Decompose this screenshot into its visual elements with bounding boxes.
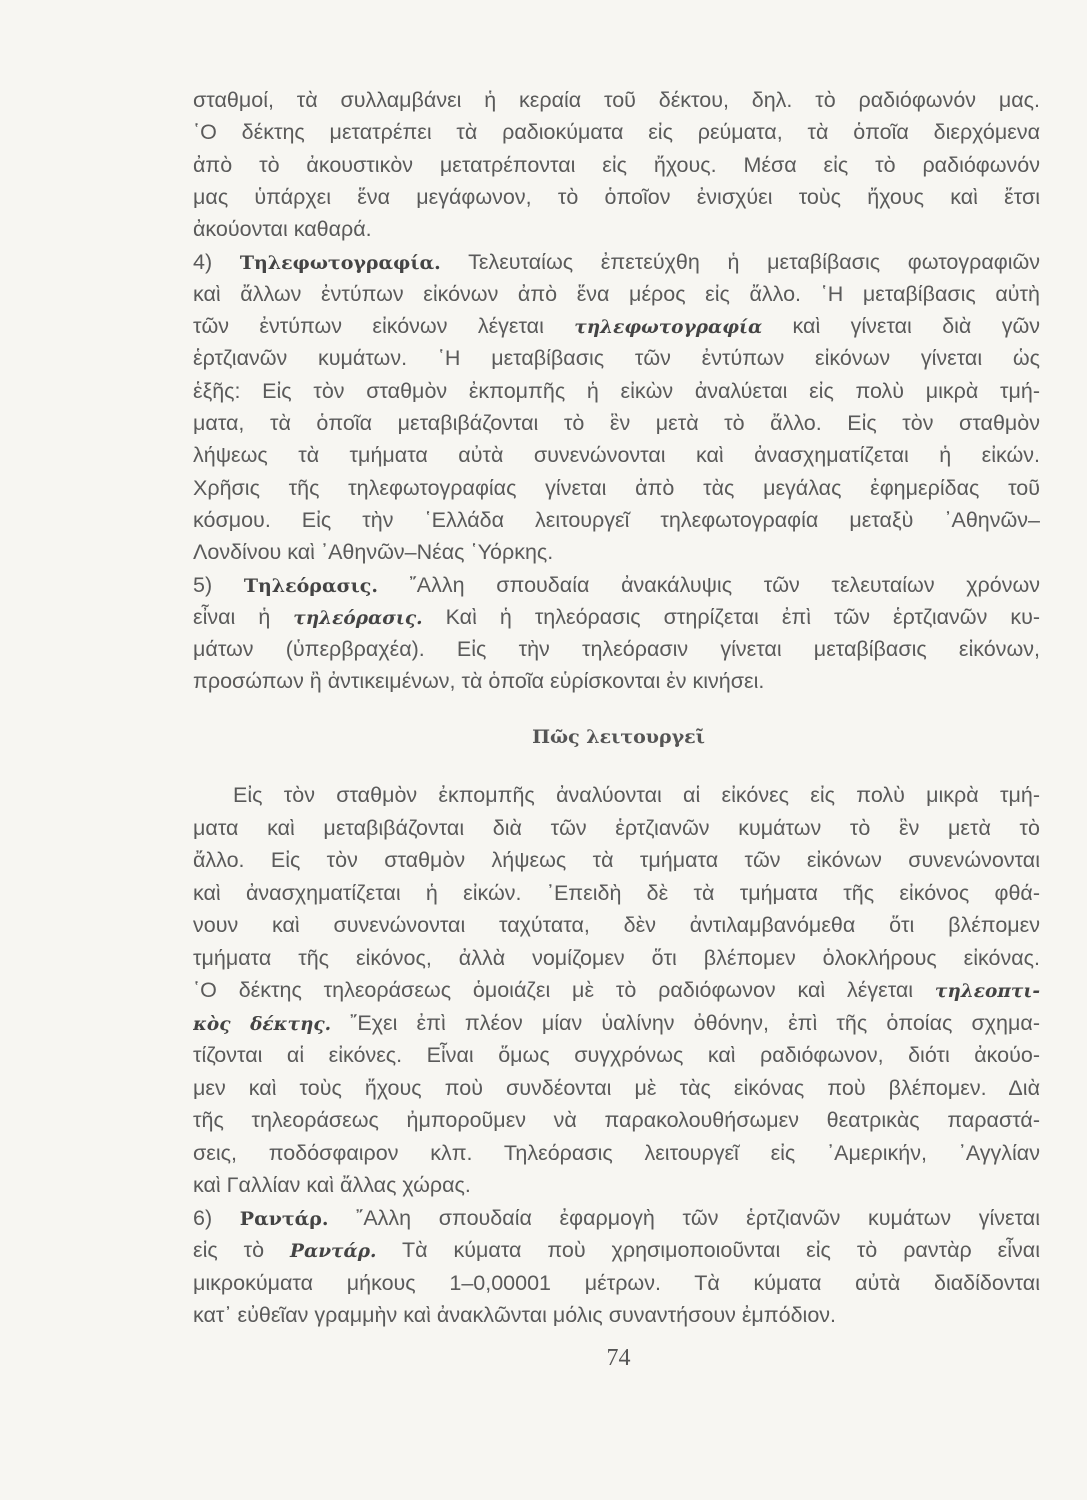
text-line [193,571,1040,599]
text-segment: σταθμοί, τὰ συλλαμβάνει ἡ κεραία τοῦ δέκτου, δηλ. τὸ ραδιόφωνόν μας. [193,88,1040,112]
text-segment: ματα, τὰ ὁποῖα μεταβιβάζονται τὸ ἓν μετὰ τὸ ἄλλο. Εἰς τὸν σταθμὸν [193,411,1040,435]
text-segment: Καὶ ἡ τηλεόρασις στηρίζεται ἐπὶ τῶν ἑρτζιανῶν κυ- [422,604,1040,629]
text-line [193,474,1040,502]
text-line [193,118,1040,146]
text-line [193,1106,1040,1134]
text-segment: καὶ ἄλλων ἐντύπων εἰκόνων ἀπὸ ἕνα μέρος εἰς ἄλλο. ῾Η μεταβίβασις αὐτὴ [193,281,1040,306]
text-segment: σεις, ποδόσφαιρον κλπ. Τηλεόρασις λειτουργεῖ εἰς ᾿Αμερικήν, ᾿Αγγλίαν [193,1140,1040,1165]
text-line [193,911,1040,939]
text-line [193,1204,1040,1232]
text-segment: νουν καὶ συνενώνονται ταχύτατα, δὲν ἀντιλαμβανόμεθα ὅτι βλέπομεν [193,913,1040,937]
text-segment: ἄλλο. Εἰς τὸν σταθμὸν λήψεως τὰ τμήματα τῶν εἰκόνων συνενώνονται [193,848,1040,872]
text-segment: λήψεως τὰ τμήματα αὐτὰ συνενώνονται καὶ ἀνασχηματίζεται ἡ εἰκών. [193,443,1040,468]
text-line [193,944,1040,972]
text-line [193,506,1040,534]
text-segment: καὶ Γαλλίαν καὶ ἄλλας χώρας. [193,1173,471,1197]
text-segment: ἑξῆς: Εἰς τὸν σταθμὸν ἐκπομπῆς ἡ εἰκὼν ἀναλύεται εἰς πολὺ μικρὰ τμή- [193,378,1040,403]
section-heading: Πῶς λειτουργεῖ [532,726,705,748]
emphasized-term: Ραντάρ. [239,1207,329,1230]
text-line [193,1236,1040,1264]
text-line [193,441,1040,469]
text-segment: μας ὑπάρχει ἕνα μεγάφωνον, τὸ ὁποῖον ἐνισχύει τοὺς ἤχους καὶ ἔτσι [193,184,1040,209]
emphasized-term: τηλεφωτογραφία [574,317,763,339]
text-segment: Χρῆσις τῆς τηλεφωτογραφίας γίνεται ἀπὸ τὰς μεγάλας ἐφημερίδας τοῦ [193,475,1040,500]
text-segment: ῾Ο δέκτης τηλεοράσεως ὁμοιάζει μὲ τὸ ραδιόφωνον καὶ λέγεται [193,978,935,1002]
text-segment: ἑρτζιανῶν κυμάτων. ῾Η μεταβίβασις τῶν ἐντύπων εἰκόνων γίνεται ὡς [193,346,1040,371]
text-segment: προσώπων ἢ ἀντικειμένων, τὰ ὁποῖα εὑρίσκονται ἐν κινήσει. [193,669,765,694]
emphasized-term: Τηλεφωτογραφία. [239,251,441,274]
text-segment: εἶναι ἡ [193,604,294,629]
text-segment: ῎Αλλη σπουδαία ἐφαρμογὴ τῶν ἑρτζιανῶν κυμάτων γίνεται [328,1205,1040,1230]
text-segment: τμήματα τῆς εἰκόνος, ἀλλὰ νομίζομεν ὅτι βλέπομεν ὁλοκλήρους εἰκόνας. [193,945,1040,970]
text-line [193,1009,1040,1037]
text-line [193,151,1040,179]
text-segment: μεν καὶ τοὺς ἤχους ποὺ συνδέονται μὲ τὰς εἰκόνας ποὺ βλέπομεν. Διὰ [193,1075,1040,1100]
text-line [193,814,1040,842]
text-segment: ῾Ο δέκτης μετατρέπει τὰ ραδιοκύματα εἰς ρεύματα, τὰ ὁποῖα διερχόμενα [193,120,1040,145]
emphasized-term: τηλεόρασις. [293,607,423,629]
text-segment: τῶν ἐντύπων εἰκόνων λέγεται [193,314,575,339]
text-line [193,1269,1040,1297]
text-line [193,603,1040,631]
text-segment: εἰς τὸ [193,1238,291,1262]
text-segment: καὶ γίνεται διὰ γῶν [762,314,1040,339]
text-line [193,183,1040,211]
text-line [193,538,1040,566]
text-line [193,1171,1040,1199]
page-number: 74 [606,1345,631,1371]
emphasized-term: κὸς δέκτης. [193,1013,332,1035]
text-segment: Λονδίνου καὶ ᾿Αθηνῶν–Νέας ῾Υόρκης. [193,540,554,565]
text-segment: μάτων (ὑπερβραχέα). Εἰς τὴν τηλεόρασιν γίνεται μεταβίβασις εἰκόνων, [193,637,1040,662]
text-line [193,377,1040,405]
text-segment: κόσμου. Εἰς τὴν ῾Ελλάδα λειτουργεῖ τηλεφωτογραφία μεταξὺ ᾿Αθηνῶν– [193,507,1040,532]
text-segment: τῆς τηλεοράσεως ἠμποροῦμεν νὰ παρακολουθήσωμεν θεατρικὰς παραστά- [193,1108,1040,1132]
emphasized-term: Ραντάρ. [290,1241,377,1262]
text-segment: 4) [193,249,240,274]
text-segment: ματα καὶ μεταβιβάζονται διὰ τῶν ἑρτζιανῶν κυμάτων τὸ ἓν μετὰ τὸ [193,815,1040,840]
text-line [193,635,1040,663]
text-line [193,1041,1040,1069]
text-segment: Τελευταίως ἐπετεύχθη ἡ μεταβίβασις φωτογραφιῶν [440,249,1040,274]
text-line [193,1074,1040,1102]
text-segment: τίζονται αἱ εἰκόνες. Εἶναι ὅμως συγχρόνως καὶ ραδιόφωνον, διότι ἀκούο- [193,1043,1040,1067]
emphasized-term: τηλεοπτι- [934,981,1040,1002]
text-segment: καὶ ἀνασχηματίζεται ἡ εἰκών. ᾿Επειδὴ δὲ τὰ τμήματα τῆς εἰκόνος φθά- [193,880,1040,905]
text-line [193,846,1040,874]
text-line [193,344,1040,372]
text-line [193,86,1040,114]
text-line [193,1301,1040,1329]
text-segment: μικροκύματα μήκους 1–0,00001 μέτρων. Τὰ κύματα αὐτὰ διαδίδονται [193,1270,1040,1295]
text-segment: ῎Αλλη σπουδαία ἀνακάλυψις τῶν τελευταίων χρόνων [377,572,1040,597]
text-line [193,1139,1040,1167]
emphasized-term: Τηλεόρασις. [243,574,378,597]
text-line [193,667,1040,695]
text-line [193,976,1040,1004]
text-line [193,879,1040,907]
text-line [193,409,1040,437]
text-line [193,280,1040,308]
text-line [193,312,1040,340]
text-segment: Τὰ κύματα ποὺ χρησιμοποιοῦνται εἰς τὸ ραντὰρ εἶναι [376,1238,1040,1262]
text-segment: ἀπὸ τὸ ἀκουστικὸν μετατρέπονται εἰς ἤχους. Μέσα εἰς τὸ ραδιόφωνόν [193,152,1040,177]
text-segment: κατ᾿ εὐθεῖαν γραμμὴν καὶ ἀνακλῶνται μόλις συναντήσουν ἐμπόδιον. [193,1303,837,1327]
text-segment: 5) [193,572,244,597]
text-line [193,781,1040,809]
text-segment: 6) [193,1205,240,1230]
text-line [193,248,1040,276]
text-segment: Εἰς τὸν σταθμὸν ἐκπομπῆς ἀναλύονται αἱ εἰκόνες εἰς πολὺ μικρὰ τμή- [233,783,1040,807]
text-segment: ῎Εχει ἐπὶ πλέον μίαν ὑαλίνην ὀθόνην, ἐπὶ τῆς ὁποίας σχημα- [331,1010,1040,1035]
text-segment: ἀκούονται καθαρά. [193,217,372,242]
text-line [193,215,1040,243]
